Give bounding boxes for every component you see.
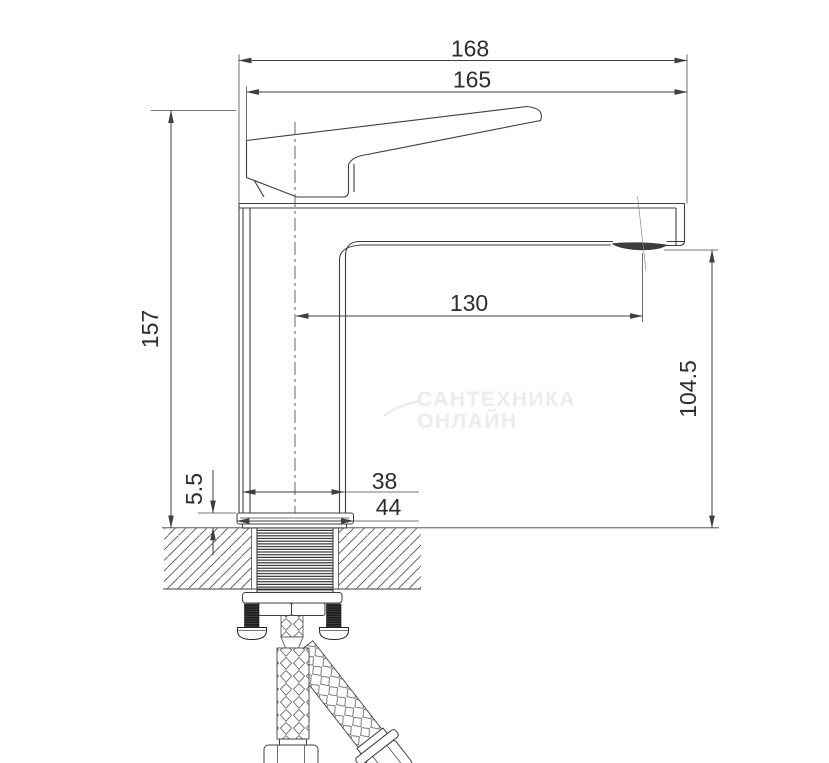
dimension-5-5-label: 5.5: [181, 473, 207, 505]
deck-hatch-left: [164, 528, 252, 589]
mounting-washer: [243, 593, 343, 604]
watermark-line2: ОНЛАЙН: [417, 410, 518, 433]
dimension-165-label: 165: [452, 66, 492, 93]
deck-hatch-right: [339, 528, 422, 589]
dimension-157-label: 157: [137, 309, 163, 349]
mounting-nut: [258, 603, 325, 616]
watermark-line1: САНТЕХНИКА: [417, 388, 577, 411]
hose-connector-nut: [264, 745, 318, 763]
dimension-44-label: 44: [375, 494, 402, 520]
dimension-38-label: 38: [371, 468, 398, 494]
threaded-shank: [257, 528, 333, 592]
dimension-130-label: 130: [449, 290, 489, 316]
dimension-104-5-label: 104.5: [675, 360, 701, 418]
dimension-168-label: 168: [450, 35, 490, 62]
bolt-head: [238, 628, 267, 640]
bolt-head: [320, 628, 349, 640]
